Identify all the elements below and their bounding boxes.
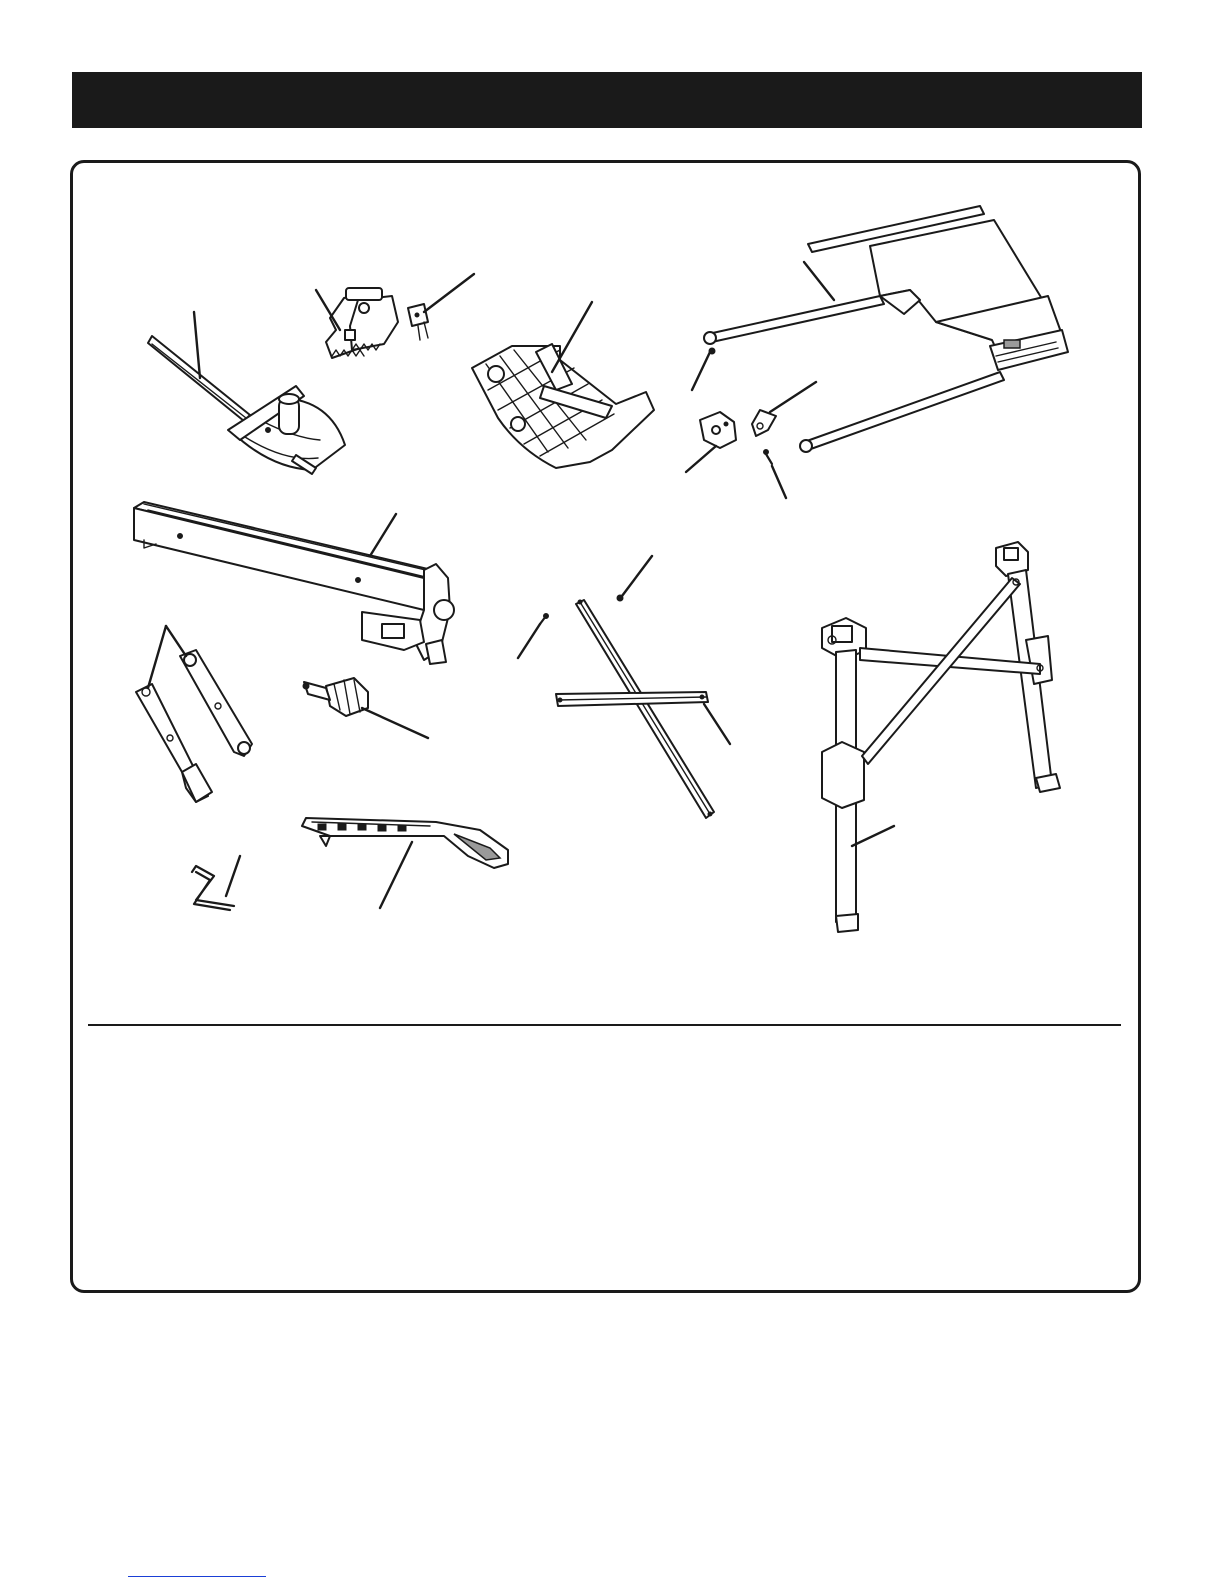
wrenches-leader-2 <box>166 626 186 656</box>
small-screw-leader <box>772 466 786 498</box>
knob-leader <box>362 708 428 738</box>
section-divider <box>88 1024 1121 1026</box>
wrenches-leader-1 <box>148 626 166 688</box>
hex-key-leader <box>226 856 240 896</box>
miter-gauge-icon <box>148 336 345 474</box>
braces-leader <box>704 704 730 744</box>
pin-leader <box>518 624 540 658</box>
bracket-icon <box>408 304 428 340</box>
screw-leader <box>692 352 710 390</box>
lock-cam-leader <box>686 446 716 472</box>
bolt-leader <box>622 556 652 596</box>
knob-icon <box>303 678 368 716</box>
pin-icon <box>540 614 549 625</box>
blade-guard-icon <box>472 344 654 468</box>
clamp-bracket-icon <box>752 410 776 436</box>
rip-fence-leader <box>370 514 396 556</box>
miter-gauge-leader <box>194 312 200 378</box>
footer-link-underline[interactable] <box>128 1576 266 1577</box>
blade-guard-leader <box>552 302 592 372</box>
push-stick-icon <box>302 818 508 868</box>
small-screw-icon <box>764 450 773 465</box>
rip-fence-icon <box>134 502 454 664</box>
notes-area <box>100 1040 1120 1270</box>
bracket-leader <box>424 274 474 312</box>
push-stick-leader <box>380 842 412 908</box>
brace-icon <box>556 600 714 818</box>
table-extension-leader <box>804 262 834 300</box>
clamp-bracket-leader <box>770 382 816 412</box>
leg-assembly-leader <box>852 826 894 846</box>
leg-stand-icon <box>822 542 1060 932</box>
lock-cam-icon <box>700 412 736 448</box>
